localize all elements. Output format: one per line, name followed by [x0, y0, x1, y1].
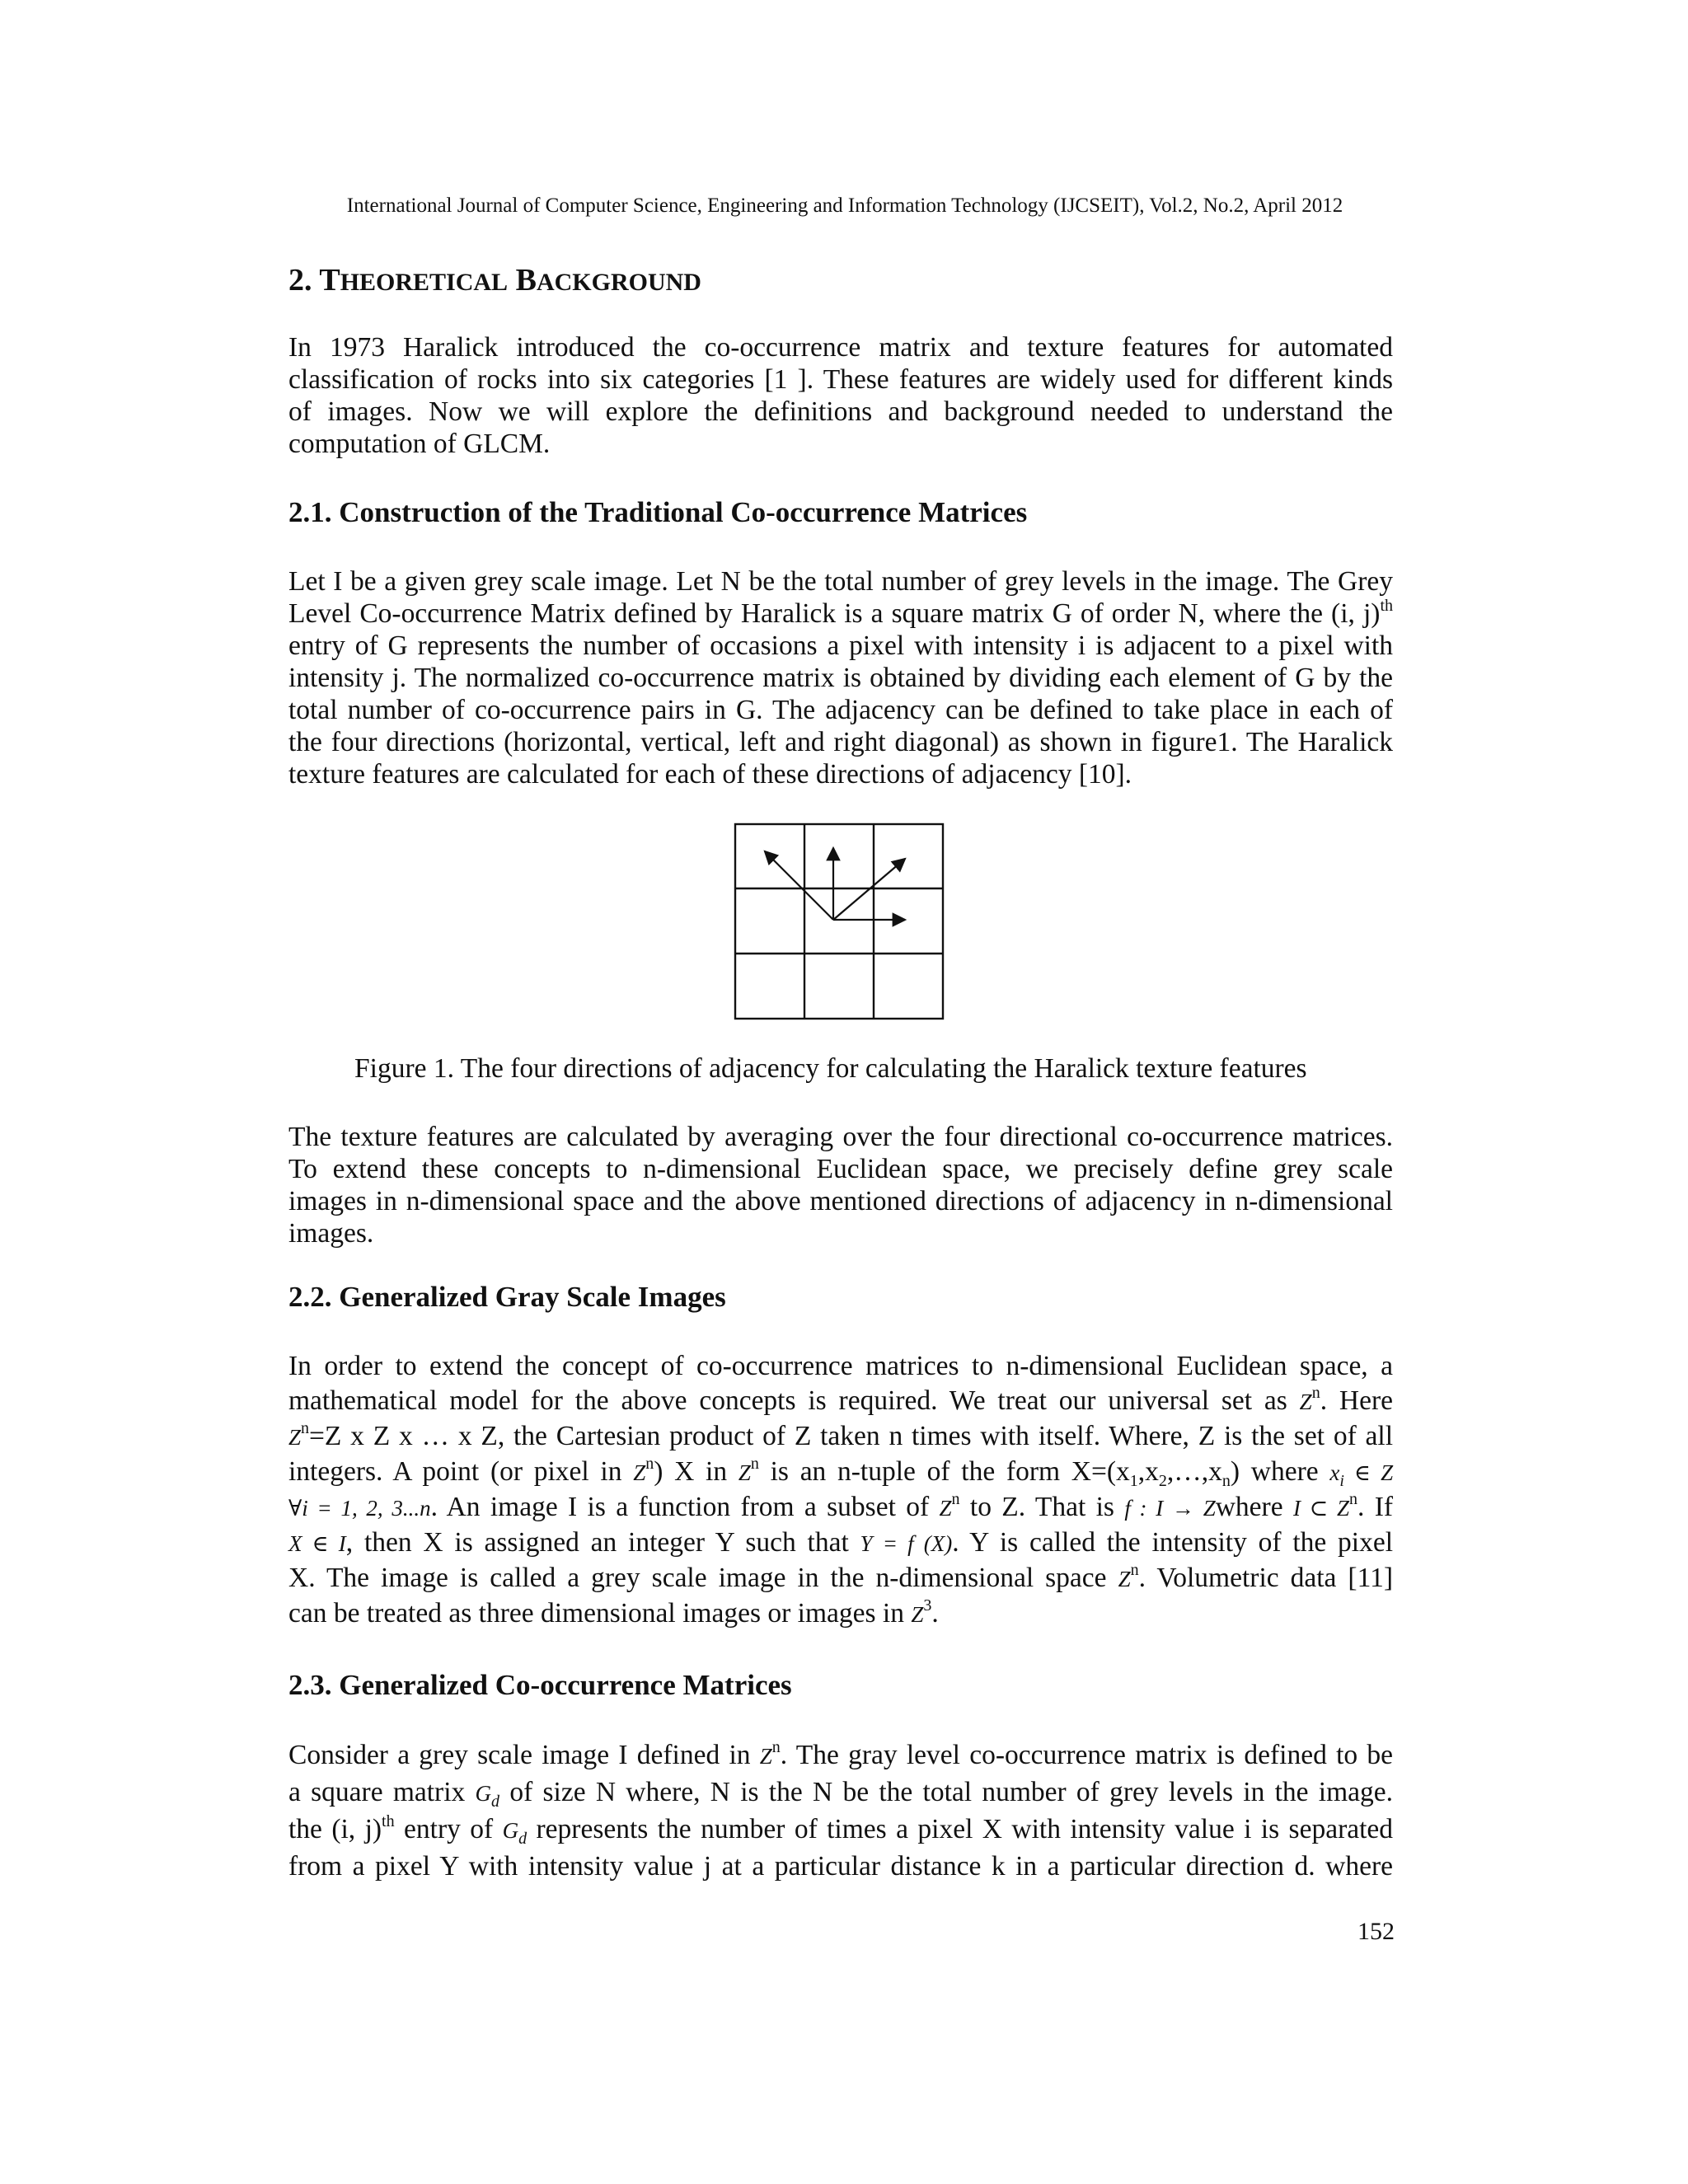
text-fragment: Consider a grey scale image I defined in: [288, 1740, 751, 1770]
section-2-2-paragraph: [288, 1349, 1393, 1632]
heading-smallcaps-heoretical: HEORETICAL: [340, 269, 509, 296]
math-z-n: $Z^n$: [738, 1455, 759, 1485]
text-fragment: . Here: [1320, 1385, 1394, 1416]
text-fragment: can be treated as three dimensional images or images in: [288, 1598, 904, 1629]
text-line: classification of rocks into six categories [1 ]. These features are widely used for different kinds: [288, 364, 1393, 395]
heading-cap-t: T: [319, 263, 340, 298]
text-fragment: =Z x Z x … x Z, the Cartesian product of Z taken n times with itself. Where, Z is the set of all: [309, 1421, 1393, 1451]
text-line: can be treated as three dimensional images or images in $Z^3$.: [288, 1596, 939, 1629]
text-fragment: of size N where, N is the N be the total number of grey levels in the image.: [509, 1777, 1394, 1807]
text-line: images.: [288, 1218, 374, 1249]
section-number: 2.: [288, 263, 312, 298]
text-fragment: a square matrix: [288, 1777, 466, 1807]
text-line: [288, 1384, 1393, 1419]
text-fragment: to Z. That is: [969, 1492, 1114, 1522]
section-2-intro-paragraph: [288, 331, 1393, 460]
running-header: International Journal of Computer Science, Engineering and Information Technology (IJCSEIT), Vol.2, No.2, April 2012: [346, 194, 1343, 217]
text-fragment: . An image I is a function from a subset of: [430, 1492, 930, 1522]
text-fragment: . If: [1357, 1492, 1394, 1522]
text-line: [288, 1774, 1393, 1811]
text-line: the (i, j)$^{th}$ entry of $G_d$ represents the number of times a pixel X with intensity value i is separated: [288, 1812, 1394, 1848]
section-2-1-paragraph-2: [288, 1121, 1393, 1249]
heading-cap-b: B: [515, 263, 537, 298]
math-z-n: $Z^n$: [1299, 1384, 1320, 1414]
text-line: In 1973 Haralick introduced the co-occurrence matrix and texture features for automated: [288, 332, 1393, 363]
text-line: the four directions (horizontal, vertical, left and right diagonal) as shown in figure1. The Haralick: [288, 727, 1393, 757]
text-line: total number of co-occurrence pairs in G. The adjacency can be defined to take place in each of: [288, 695, 1393, 725]
text-fragment: X. The image is called a grey scale image in the n-dimensional space: [288, 1563, 1107, 1593]
math-z-n: $Z^n$: [288, 1419, 310, 1450]
figure-1-adjacency-grid: [734, 823, 951, 1024]
section-2-1-paragraph-1: [288, 565, 1393, 790]
text-fragment: is an n-tuple of the form X=(x: [770, 1456, 1130, 1487]
text-fragment: . The gray level co-occurrence matrix is defined to be: [780, 1740, 1394, 1770]
text-line: [288, 1561, 1393, 1596]
text-fragment: Level Co-occurrence Matrix defined by Haralick is a square matrix G of order N, where the (i, j): [288, 598, 1381, 629]
text-line: entry of G represents the number of occasions a pixel with intensity i is adjacent to a pixel with: [288, 630, 1393, 661]
text-line: of images. Now we will explore the definitions and background needed to understand the: [288, 396, 1393, 427]
section-2-2-heading: 2.2. Generalized Gray Scale Images: [288, 1281, 726, 1313]
section-2-3-paragraph: [288, 1737, 1393, 1885]
math-z-n: $Z^n$: [633, 1455, 654, 1485]
text-line: [288, 1737, 1393, 1774]
section-2-1-heading: 2.1. Construction of the Traditional Co-occurrence Matrices: [288, 496, 1028, 528]
math-forall-i: ∀i = 1, 2, 3...n: [288, 1496, 431, 1521]
math-x-in-i: X ∈ I: [288, 1531, 346, 1556]
heading-smallcaps-ackground: ACKGROUND: [536, 269, 701, 296]
math-z-n: $Z^n$: [1118, 1561, 1139, 1591]
text-fragment: integers. A point (or pixel in: [288, 1456, 622, 1487]
math-g-d: $G_d$: [475, 1781, 500, 1811]
text-line: In order to extend the concept of co-occurrence matrices to n-dimensional Euclidean space, a: [288, 1351, 1393, 1381]
text-line: from a pixel Y with intensity value j at a particular distance k in a particular direction d. where: [288, 1851, 1393, 1882]
text-fragment: the (i, j): [288, 1814, 382, 1844]
math-x-i-in-z: $x_i$ ∈ Z: [1329, 1460, 1394, 1490]
section-2-heading: [288, 262, 701, 298]
text-line: Let I be a given grey scale image. Let N be the total number of grey levels in the image. The Grey: [288, 566, 1393, 597]
text-line: To extend these concepts to n-dimensional Euclidean space, we precisely define grey scale: [288, 1154, 1393, 1184]
page-number: 152: [1357, 1918, 1395, 1945]
text-fragment: , then X is assigned an integer Y such that: [345, 1527, 849, 1558]
text-fragment: where: [1215, 1492, 1283, 1522]
text-fragment: represents the number of times a pixel X with intensity value i is separated: [536, 1814, 1394, 1844]
text-line: The texture features are calculated by averaging over the four directional co-occurrence matrices.: [288, 1122, 1393, 1152]
text-line: [288, 1419, 1393, 1455]
text-line: [288, 1526, 1393, 1561]
text-fragment: . Y is called the intensity of the pixel: [952, 1527, 1394, 1558]
math-y-equals-f-x: Y = f (X): [860, 1531, 953, 1556]
math-f-mapping: f : I → Z: [1124, 1496, 1216, 1521]
text-line: intensity j. The normalized co-occurrence matrix is obtained by dividing each element of G by the: [288, 663, 1393, 693]
arrow-left-diagonal: [765, 851, 833, 920]
math-z-n: $Z^n$: [939, 1490, 960, 1521]
math-z-3: $Z^3$: [911, 1596, 932, 1627]
math-g-d: $G_d$: [502, 1818, 528, 1848]
section-2-3-heading: 2.3. Generalized Co-occurrence Matrices: [288, 1669, 792, 1701]
text-fragment: mathematical model for the above concepts is required. We treat our universal set as: [288, 1385, 1287, 1416]
text-line: [288, 598, 1393, 630]
text-line: texture features are calculated for each of these directions of adjacency [10].: [288, 759, 1132, 790]
text-fragment: ) X in: [654, 1456, 728, 1487]
figure-1-caption: Figure 1. The four directions of adjacency for calculating the Haralick texture features: [354, 1053, 1307, 1084]
text-line: integers. A point (or pixel in $Z^n$) X in $Z^n$ is an n-tuple of the form $X=(x_1,x_2,\dots,x_n)$ where $x_i$ ∈ Z: [288, 1455, 1394, 1490]
math-z-n: $Z^n$: [759, 1738, 781, 1769]
text-line: images in n-dimensional space and the above mentioned directions of adjacency in n-dimensional: [288, 1186, 1393, 1216]
text-line: computation of GLCM.: [288, 429, 551, 459]
text-line: [288, 1490, 1393, 1526]
math-i-subset-z-n: I ⊂ $Z^n$: [1292, 1490, 1358, 1521]
text-fragment: entry of: [404, 1814, 494, 1844]
superscript-th: th: [1380, 597, 1393, 615]
text-fragment: . Volumetric data [11]: [1138, 1563, 1393, 1593]
